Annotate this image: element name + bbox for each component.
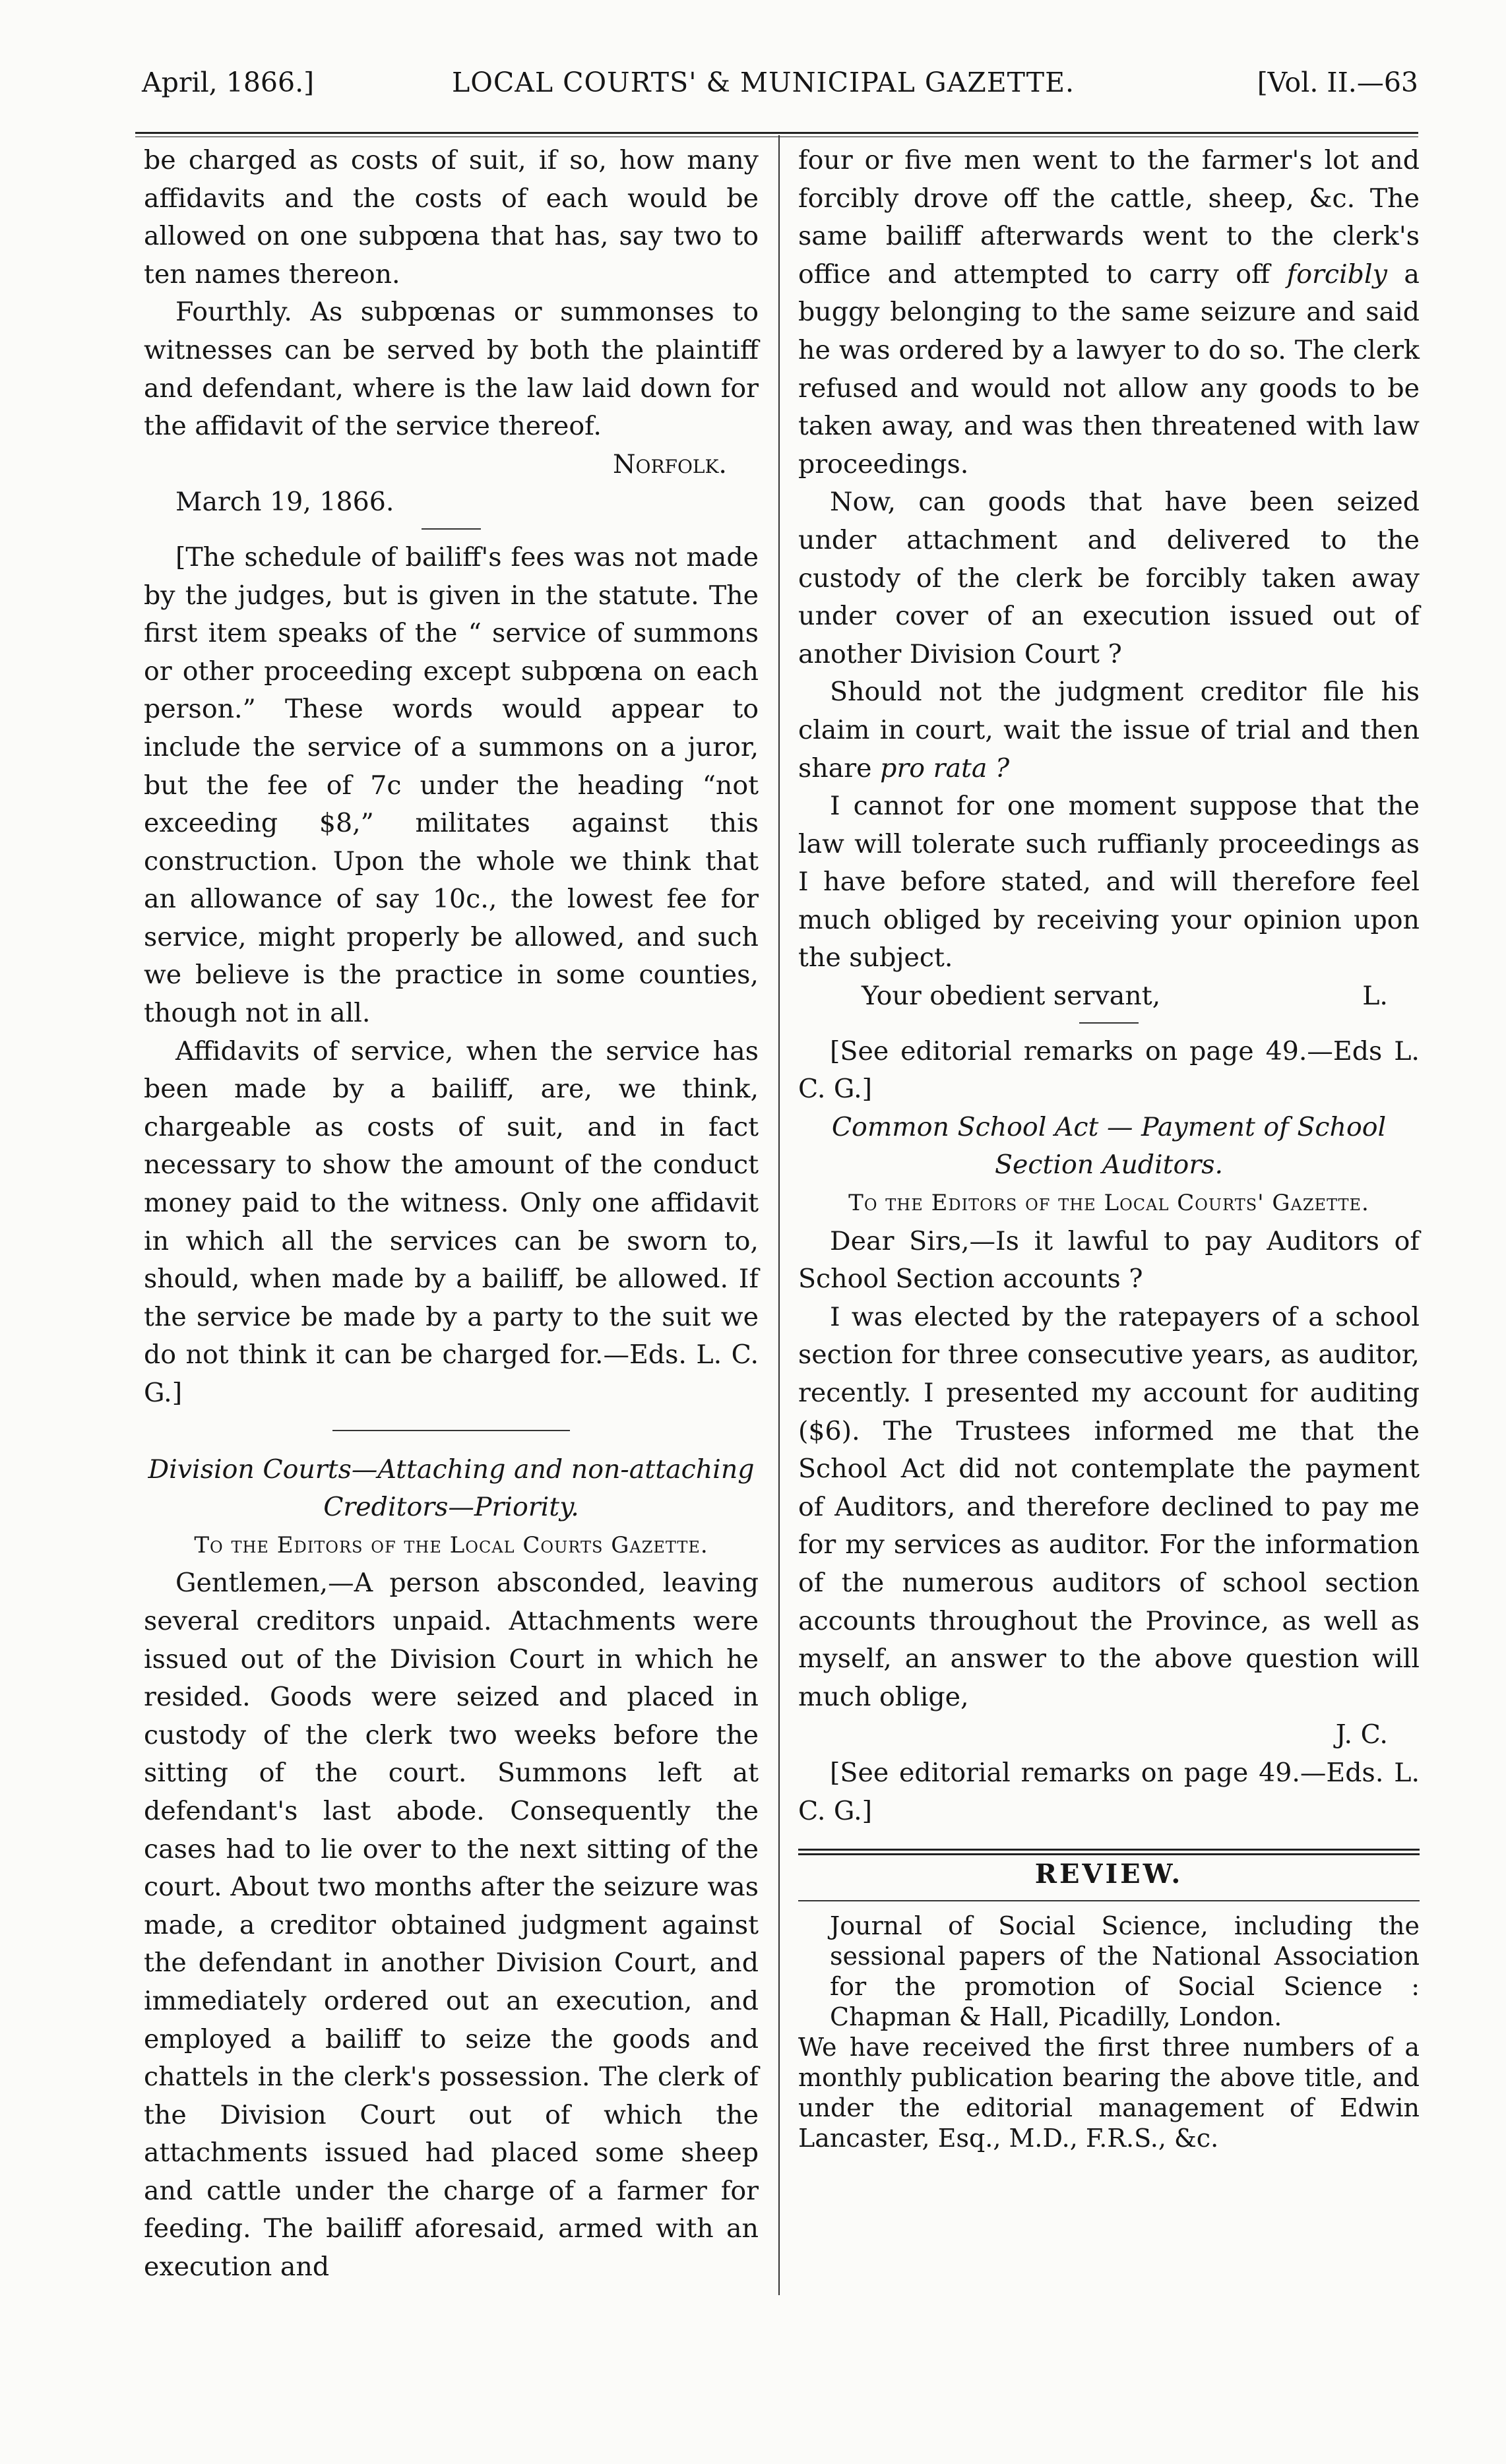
header-date: April, 1866.] [142,67,315,98]
column-divider [778,135,780,2295]
address-line: To the Editors of the Local Courts' Gazette. [848,1190,1369,1217]
editorial-paragraph: Affidavits of service, when the service has been made by a bailiff, are, we think, chargeable as costs of suit, and in fact necessary to show the amount of the conduct money paid to the witness. Only one affidavit in which all the services can be sworn to, should, when made by a bailiff, be allowed. If the service be made by a party to the suit we do not think it can be charged for.—Eds. L. C. G.] [144,1035,759,1408]
header-title: LOCAL COURTS' & MUNICIPAL GAZETTE. [452,67,1075,98]
editorial-remark: [See editorial remarks on page 49.—Eds L. C. G.] [798,1035,1420,1105]
page-header [142,59,1418,106]
review-entry: Journal of Social Science, including the sessional papers of the National Association for the promotion of Social Science : Chapman & Hall, Picadilly, London. [830,1911,1420,2031]
letter-signature: J. C. [1335,1719,1388,1750]
review-paragraph: We have received the first three numbers of a monthly publication bearing the above title, and under the editorial management of Edwin Lancaster, Esq., M.D., F.R.S., &c. [798,2032,1420,2153]
right-column [798,142,1420,2153]
section-double-rule [798,1849,1420,1855]
letter-date: March 19, 1866. [175,487,394,518]
article-heading: Division Courts—Attaching and non-attaching Creditors—Priority. [148,1454,755,1523]
section-rule [798,1900,1420,1901]
letter-paragraph: four or five men went to the farmer's lot and forcibly drove off the cattle, sheep, &c. The same bailiff afterwards went to the clerk's office and attempted to carry off forcibly a buggy belonging to the same seizure and said he was ordered by a lawyer to do so. The clerk refused and would not allow any goods to be taken away, and was then threatened with law proceedings. [798,145,1420,479]
letter-paragraph: Should not the judgment creditor file his claim in court, wait the issue of trial and then share pro rata ? [798,677,1420,784]
review-heading: REVIEW. [1034,1859,1183,1890]
editorial-remark: [See editorial remarks on page 49.—Eds. L. C. G.] [798,1757,1420,1826]
left-column [144,142,759,2287]
letter-closing: Your obedient servant, L. [862,981,1388,1012]
header-volume: [Vol. II.—63 [1257,67,1418,98]
letter-paragraph: Dear Sirs,—Is it lawful to pay Auditors of School Section accounts ? [798,1225,1420,1295]
paragraph: Fourthly. As subpœnas or summonses to witnesses can be served by both the plaintiff and defendant, where is the law laid down for the affidavit of the service thereof. [144,297,759,442]
article-heading: Common School Act — Payment of School Section Auditors. [831,1111,1387,1181]
letter-paragraph: Now, can goods that have been seized under attachment and delivered to the custody of the clerk be forcibly taken away under cover of an execution issued out of another Division Court ? [798,487,1420,669]
letter-signature: Norfolk. [612,448,727,479]
section-rule [1079,1022,1139,1024]
editorial-paragraph: [The schedule of bailiff's fees was not made by the judges, but is given in the statute. The first item speaks of the “ service of summons or other proceeding except subpœna on each person.” These words would appear to include the service of a summons on a juror, but the fee of 7c under the heading “not exceeding $8,” militates against this construction. Upon the whole we think that an allowance of say 10c., the lowest fee for service, might properly be allowed, and such we believe is the practice in some counties, though not in all. [144,541,759,1029]
section-rule [332,1430,570,1431]
section-rule [422,528,481,530]
letter-paragraph: I was elected by the ratepayers of a school section for three consecutive years, as auditor, recently. I presented my account for auditing ($6). The Trustees informed me that the School Act did not contemplate the payment of Auditors, and therefore declined to pay me for my services as auditor. For the information of the numerous auditors of school section accounts throughout the Province, as well as myself, an answer to the above question will much oblige, [798,1301,1420,1712]
address-line: To the Editors of the Local Courts Gazette. [194,1531,708,1558]
paragraph: be charged as costs of suit, if so, how many affidavits and the costs of each would be allowed on one subpœna that has, say two to ten names thereon. [144,145,759,290]
letter-paragraph: I cannot for one moment suppose that the law will tolerate such ruffianly proceedings as I have before stated, and will therefore feel much obliged by receiving your opinion upon the subject. [798,791,1420,973]
letter-paragraph: Gentlemen,—A person absconded, leaving several creditors unpaid. Attachments were issued out of the Division Court in which he resided. Goods were seized and placed in custody of the clerk two weeks before the sitting of the court. Summons left at defendant's last abode. Consequently the cases had to lie over to the next sitting of the court. About two months after the seizure was made, a creditor obtained judgment against the defendant in another Division Court, and immediately ordered out an execution, and employed a bailiff to seize the goods and chattels in the clerk's possession. The clerk of the Division Court out of which the attachments issued had placed some sheep and cattle under the charge of a farmer for feeding. The bailiff aforesaid, armed with an execution and [144,1568,759,2283]
header-rule [135,132,1418,134]
